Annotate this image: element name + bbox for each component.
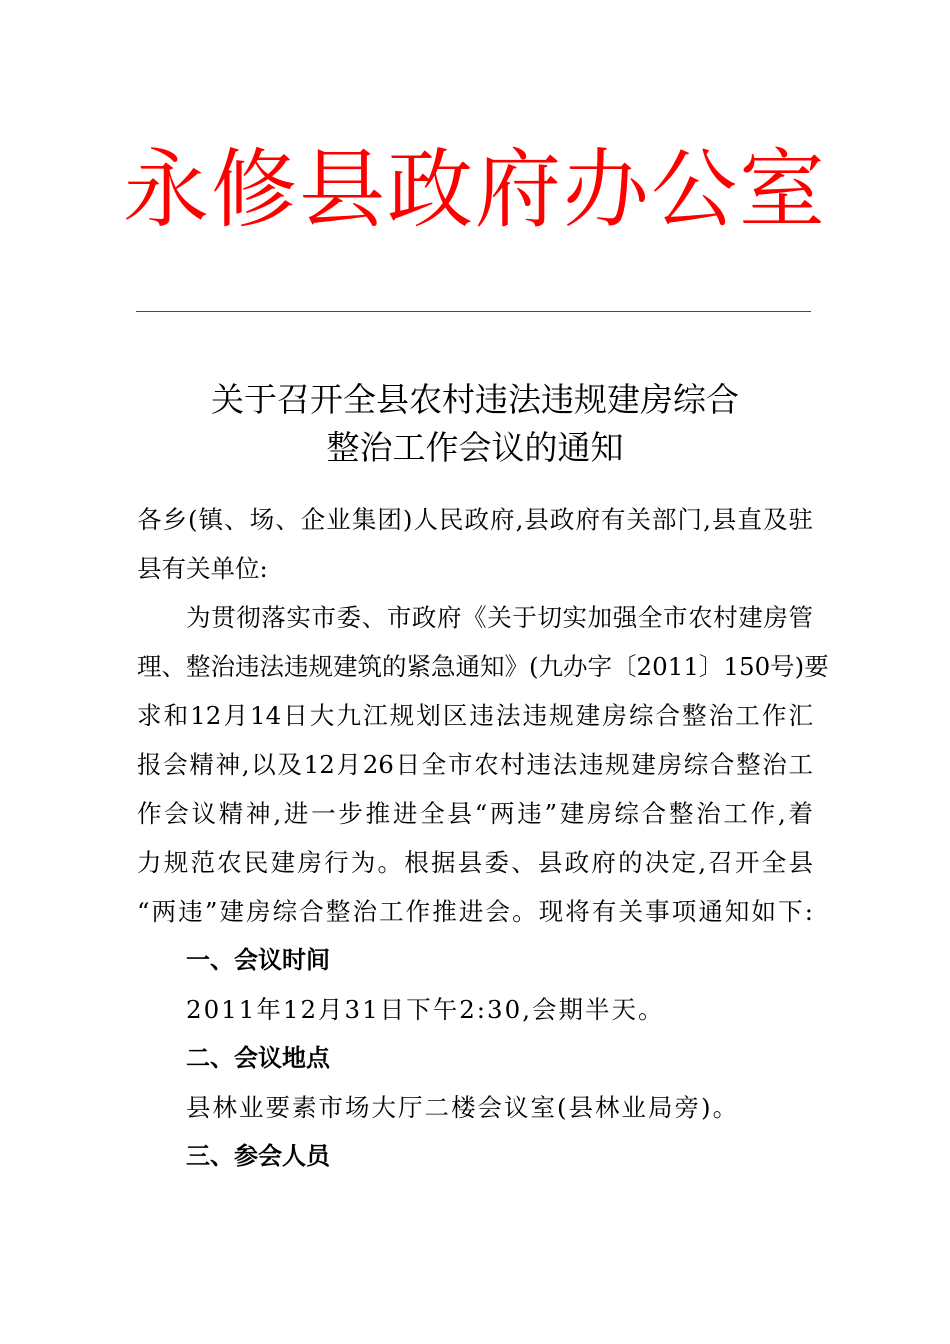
intro-line-7: “两违”建房综合整治工作推进会。现将有关事项通知如下: bbox=[137, 897, 813, 926]
header-red-rule bbox=[136, 311, 811, 312]
issuing-org-header: 永修县政府办公室 bbox=[123, 140, 827, 240]
section-content-time: 2011年12月31日下午2:30,会期半天。 bbox=[186, 995, 665, 1024]
intro-line-1: 为贯彻落实市委、市政府《关于切实加强全市农村建房管 bbox=[186, 603, 813, 632]
section-heading-time: 一、会议时间 bbox=[186, 946, 330, 974]
intro-line-6: 力规范农民建房行为。根据县委、县政府的决定,召开全县 bbox=[137, 848, 813, 877]
salutation-line-1: 各乡(镇、场、企业集团)人民政府,县政府有关部门,县直及驻 bbox=[137, 505, 813, 534]
section-content-location: 县林业要素市场大厅二楼会议室(县林业局旁)。 bbox=[186, 1093, 740, 1122]
section-heading-location: 二、会议地点 bbox=[186, 1044, 330, 1072]
document-body bbox=[137, 495, 829, 1181]
document-title bbox=[0, 376, 950, 472]
intro-line-5: 作会议精神,进一步推进全县“两违”建房综合整治工作,着 bbox=[137, 799, 813, 828]
section-heading-attendees: 三、参会人员 bbox=[186, 1142, 330, 1170]
intro-line-2: 理、整治违法违规建筑的紧急通知》(九办字〔2011〕150号)要 bbox=[137, 652, 829, 681]
document-title-line-1: 关于召开全县农村违法违规建房综合 bbox=[211, 380, 739, 419]
intro-line-4: 报会精神,以及12月26日全市农村违法违规建房综合整治工 bbox=[137, 750, 813, 779]
salutation-line-2: 县有关单位: bbox=[137, 554, 268, 583]
intro-line-3: 求和12月14日大九江规划区违法违规建房综合整治工作汇 bbox=[137, 701, 813, 730]
document-title-line-2: 整治工作会议的通知 bbox=[326, 428, 624, 467]
